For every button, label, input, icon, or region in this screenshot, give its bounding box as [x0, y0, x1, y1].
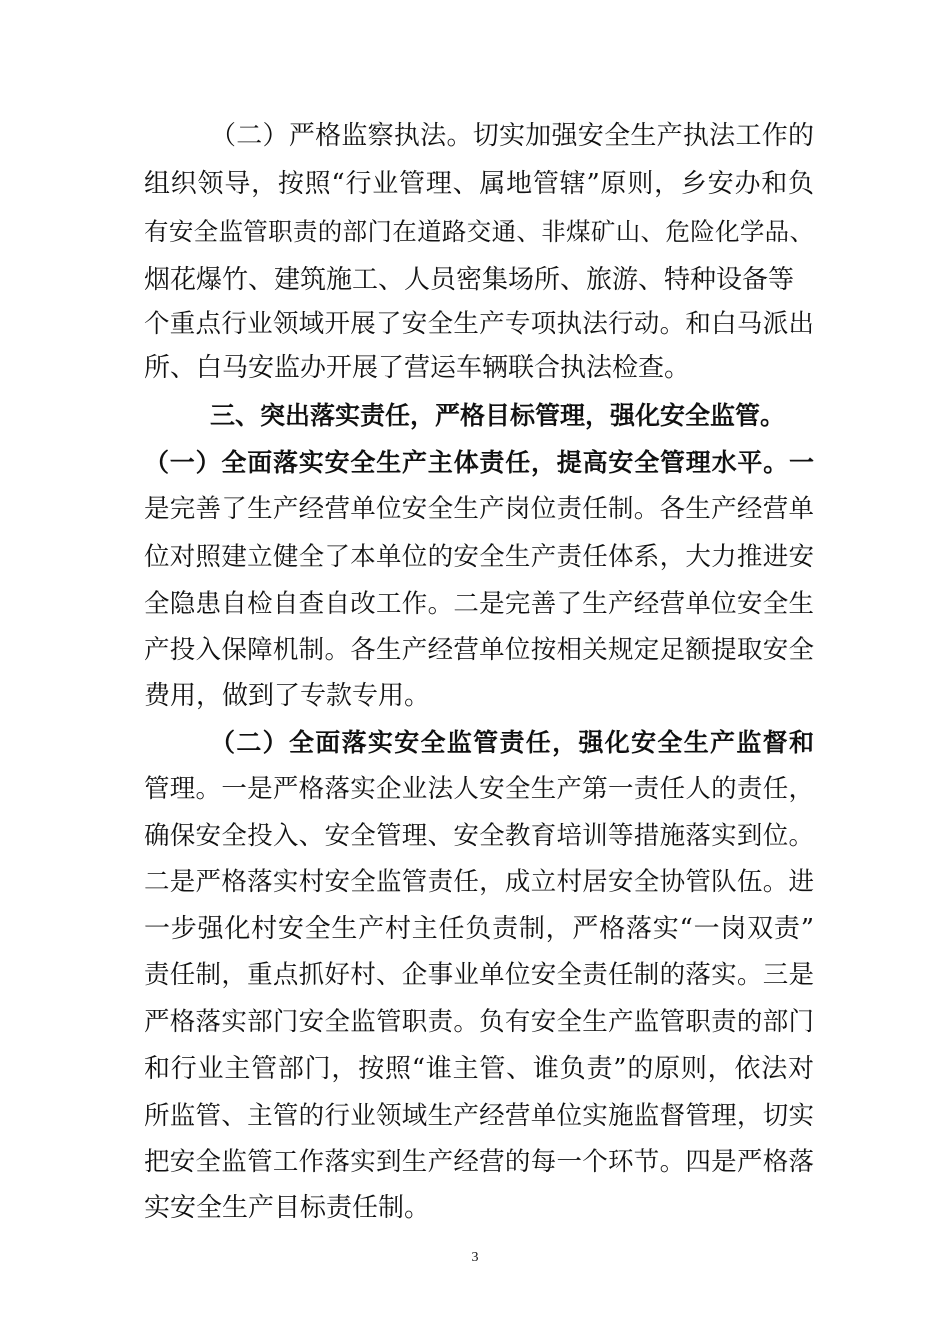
paragraph-line: 全隐患自检自查自改工作。二是完善了生产经营单位安全生 — [144, 589, 814, 619]
paragraph-line: 确保安全投入、安全管理、安全教育培训等措施落实到位。 — [144, 821, 814, 851]
paragraph-line: 产投入保障机制。各生产经营单位按相关规定足额提取安全 — [144, 635, 814, 665]
page-number: 3 — [471, 1250, 479, 1265]
subsection-heading: （一）全面落实安全生产主体责任，提高安全管理水平。一 — [144, 448, 814, 477]
section-heading: 三、突出落实责任，严格目标管理，强化安全监管。 — [210, 401, 786, 430]
subsection-heading: （二）全面落实安全监管责任，强化安全生产监督和 — [210, 728, 814, 757]
paragraph-line: 严格落实部门安全监管职责。负有安全生产监管职责的部门 — [144, 1007, 814, 1037]
paragraph-line: 所监管、主管的行业领域生产经营单位实施监督管理，切实 — [144, 1101, 814, 1131]
paragraph-line: 一步强化村安全生产村主任负责制，严格落实“一岗双责” — [144, 914, 814, 944]
paragraph-line: 烟花爆竹、建筑施工、人员密集场所、旅游、特种设备等 — [144, 265, 795, 295]
paragraph-line: 二是严格落实村安全监管责任，成立村居安全协管队伍。进 — [144, 867, 814, 897]
paragraph-line: 有安全监管职责的部门在道路交通、非煤矿山、危险化学品、 — [144, 217, 814, 246]
paragraph-line: 把安全监管工作落实到生产经营的每一个环节。四是严格落 — [144, 1147, 814, 1177]
paragraph-line: 管理。一是严格落实企业法人安全生产第一责任人的责任， — [144, 774, 814, 804]
paragraph-line: 责任制，重点抓好村、企事业单位安全责任制的落实。三是 — [144, 960, 814, 990]
paragraph-line: 是完善了生产经营单位安全生产岗位责任制。各生产经营单 — [144, 494, 814, 524]
paragraph-line: 费用，做到了专款专用。 — [144, 681, 431, 711]
paragraph-line: 和行业主管部门，按照“谁主管、谁负责”的原则，依法对 — [144, 1054, 814, 1084]
paragraph-line: 实安全生产目标责任制。 — [144, 1193, 431, 1223]
paragraph-line: 组织领导，按照“行业管理、属地管辖”原则，乡安办和负 — [144, 169, 814, 199]
paragraph-line: （二）严格监察执法。切实加强安全生产执法工作的 — [210, 121, 814, 151]
paragraph-line: 所、白马安监办开展了营运车辆联合执法检查。 — [144, 353, 691, 383]
paragraph-line: 个重点行业领域开展了安全生产专项执法行动。和白马派出 — [144, 309, 814, 339]
paragraph-line: 位对照建立健全了本单位的安全生产责任体系，大力推进安 — [144, 542, 814, 572]
